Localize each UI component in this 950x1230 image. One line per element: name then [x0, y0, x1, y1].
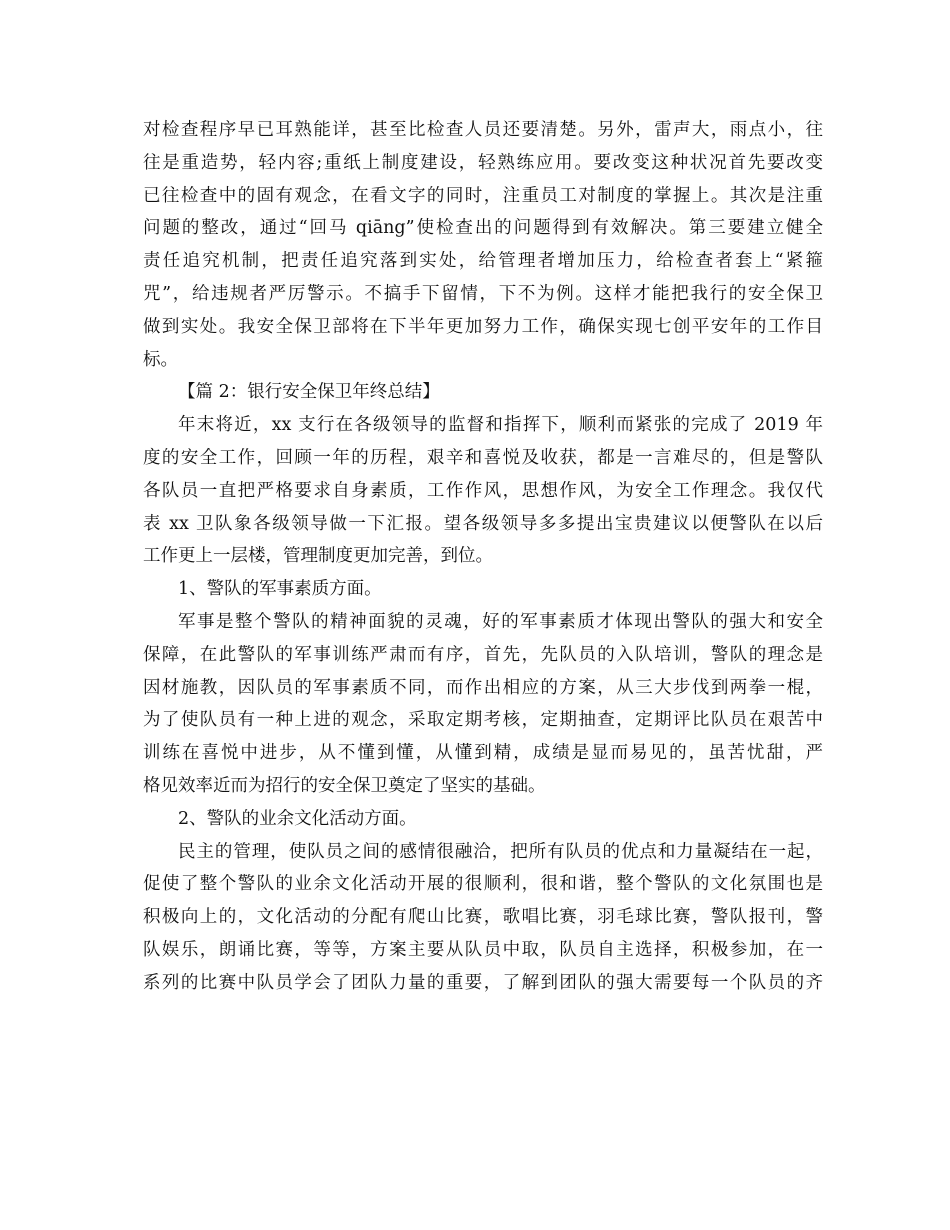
text-line: 问题的整改，通过“回马 qiāng”使检查出的问题得到有效解决。第三要建立健全 — [143, 218, 823, 239]
text-line: 2、警队的业余文化活动方面。 — [178, 808, 417, 829]
text-line: 表 xx 卫队象各级领导做一下汇报。望各级领导多多提出宝贵建议以便警队在以后 — [143, 513, 823, 534]
text-line: 工作更上一层楼，管理制度更加完善，到位。 — [143, 546, 493, 567]
text-line: 1、警队的军事素质方面。 — [178, 579, 382, 600]
text-line: 度的安全工作，回顾一年的历程，艰辛和喜悦及收获，都是一言难尽的，但是警队 — [143, 447, 823, 468]
text-line: 年末将近，xx 支行在各级领导的监督和指挥下，顺利而紧张的完成了 2019 年 — [178, 415, 823, 436]
text-line: 队娱乐，朗诵比赛，等等，方案主要从队员中取，队员自主选择，积极参加，在一 — [143, 939, 823, 960]
text-line: 已往检查中的固有观念，在看文字的同时，注重员工对制度的掌握上。其次是注重 — [143, 185, 823, 206]
text-line: 训练在喜悦中进步，从不懂到懂，从懂到精，成绩是显而易见的，虽苦忧甜，严 — [143, 743, 823, 764]
text-line: 咒”，给违规者严厉警示。不搞手下留情，下不为例。这样才能把我行的安全保卫 — [143, 283, 823, 304]
text-line: 军事是整个警队的精神面貌的灵魂，好的军事素质才体现出警队的强大和安全 — [178, 611, 823, 632]
text-line: 责任追究机制，把责任追究落到实处，给管理者增加压力，给检查者套上“紧箍 — [143, 251, 823, 272]
document-body — [143, 114, 823, 1000]
text-line: 为了使队员有一种上进的观念，采取定期考核，定期抽查，定期评比队员在艰苦中 — [143, 710, 823, 731]
text-line: 促使了整个警队的业余文化活动开展的很顺利，很和谐，整个警队的文化氛围也是 — [143, 874, 823, 895]
text-line: 格见效率近而为招行的安全保卫奠定了坚实的基础。 — [143, 775, 546, 796]
text-line: 标。 — [143, 349, 178, 370]
text-line: 系列的比赛中队员学会了团队力量的重要，了解到团队的强大需要每一个队员的齐 — [143, 972, 823, 993]
text-line: 【篇 2：银行安全保卫年终总结】 — [178, 382, 440, 403]
text-line: 因材施教，因队员的军事素质不同，而作出相应的方案，从三大步伐到两拳一棍， — [143, 677, 823, 698]
text-line: 往是重造势，轻内容;重纸上制度建设，轻熟练应用。要改变这种状况首先要改变 — [143, 152, 823, 173]
text-line: 民主的管理，使队员之间的感情很融洽，把所有队员的优点和力量凝结在一起， — [178, 841, 823, 862]
text-line: 各队员一直把严格要求自身素质，工作作风，思想作风，为安全工作理念。我仅代 — [143, 480, 823, 501]
text-line: 对检查程序早已耳熟能详，甚至比检查人员还要清楚。另外，雷声大，雨点小，往 — [143, 120, 823, 140]
text-line: 保障，在此警队的军事训练严肃而有序，首先，先队员的入队培训，警队的理念是 — [143, 644, 823, 665]
text-line: 做到实处。我安全保卫部将在下半年更加努力工作，确保实现七创平安年的工作目 — [143, 316, 823, 337]
text-line: 积极向上的，文化活动的分配有爬山比赛，歌唱比赛，羽毛球比赛，警队报刊，警 — [143, 907, 823, 928]
